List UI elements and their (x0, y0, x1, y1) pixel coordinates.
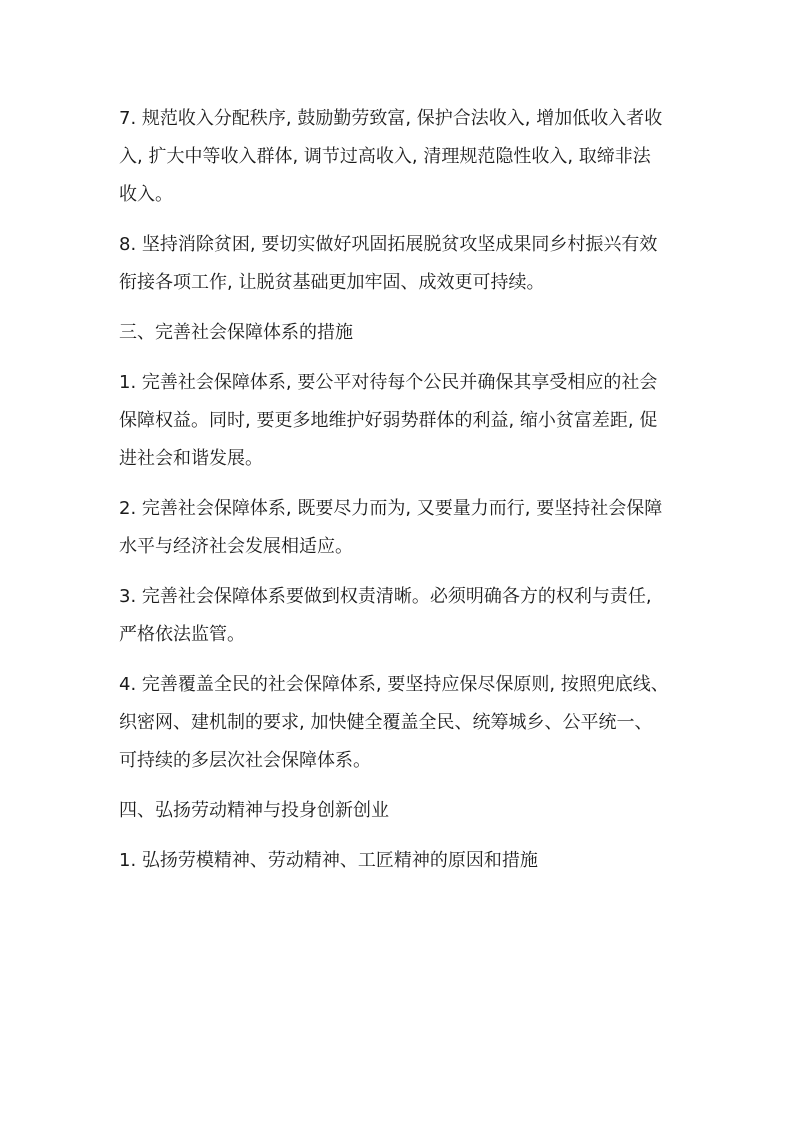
heading-text: 四、弘扬劳动精神与投身创新创业 (119, 800, 389, 821)
text-line: 1. 弘扬劳模精神、劳动精神、工匠精神的原因和措施 (119, 850, 538, 871)
heading-text: 三、完善社会保障体系的措施 (119, 322, 353, 343)
section-heading-social-security (119, 314, 699, 352)
text-line: 7. 规范收入分配秩序, 鼓励勤劳致富, 保护合法收入, 增加低收入者收 (119, 108, 663, 129)
text-line: 进社会和谐发展。 (119, 448, 263, 469)
paragraph-within-means (119, 490, 699, 566)
text-line: 3. 完善社会保障体系要做到权责清晰。必须明确各方的权利与责任, (119, 586, 652, 607)
paragraph-universal-coverage (119, 666, 699, 780)
text-line: 入, 扩大中等收入群体, 调节过高收入, 清理规范隐性收入, 取缔非法 (119, 146, 651, 167)
paragraph-model-worker-spirit (119, 842, 699, 880)
text-line: 4. 完善覆盖全民的社会保障体系, 要坚持应保尽保原则, 按照兜底线、 (119, 674, 669, 695)
text-line: 水平与经济社会发展相适应。 (119, 536, 353, 557)
text-line: 8. 坚持消除贫困, 要切实做好巩固拓展脱贫攻坚成果同乡村振兴有效 (119, 234, 658, 255)
paragraph-clear-responsibility (119, 578, 699, 654)
text-line: 2. 完善社会保障体系, 既要尽力而为, 又要量力而行, 要坚持社会保障 (119, 498, 663, 519)
paragraph-fair-treatment (119, 364, 699, 478)
text-line: 1. 完善社会保障体系, 要公平对待每个公民并确保其享受相应的社会 (119, 372, 658, 393)
text-line: 严格依法监管。 (119, 624, 245, 645)
text-line: 收入。 (119, 184, 173, 205)
text-line: 保障权益。同时, 要更多地维护好弱势群体的利益, 缩小贫富差距, 促 (119, 410, 658, 431)
text-line: 衔接各项工作, 让脱贫基础更加牢固、成效更可持续。 (119, 272, 545, 293)
text-line: 可持续的多层次社会保障体系。 (119, 750, 371, 771)
section-heading-labor-spirit (119, 792, 699, 830)
paragraph-income-distribution (119, 100, 699, 214)
text-line: 织密网、建机制的要求, 加快健全覆盖全民、统筹城乡、公平统一、 (119, 712, 653, 733)
paragraph-eliminate-poverty (119, 226, 699, 302)
document-body (119, 100, 699, 892)
